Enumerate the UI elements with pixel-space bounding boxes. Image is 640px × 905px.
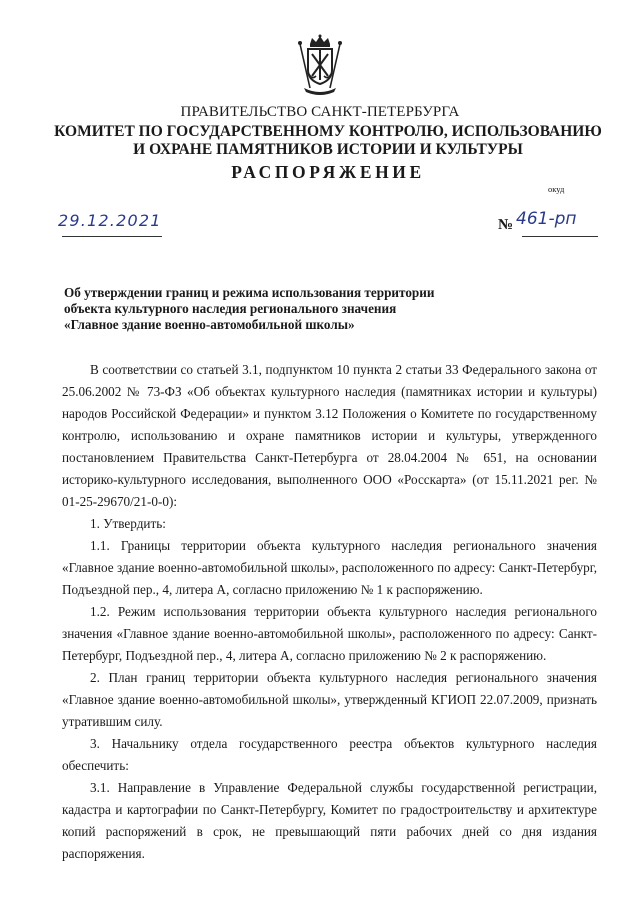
committee-name-line1: КОМИТЕТ ПО ГОСУДАРСТВЕННОМУ КОНТРОЛЮ, ИСПОЛЬЗОВАНИЮ (54, 123, 602, 140)
order-subject (64, 285, 464, 333)
government-name: ПРАВИТЕЛЬСТВО САНКТ-ПЕТЕРБУРГА (180, 104, 460, 120)
okud-label: окуд (548, 184, 565, 194)
subject-line: «Главное здание военно-автомобильной школы» (64, 317, 355, 332)
document-type-title: РАСПОРЯЖЕНИЕ (231, 162, 425, 182)
order-body (62, 359, 597, 865)
paragraph-item-1-2: 1.2. Режим использования территории объекта культурного наследия регионального значения «Главное здание военно-автомобильной школы», расположенного по адресу: Санкт-Петербург, Подъездной пер., 4, литера А, согласно приложению № 2 к распоряжению. (62, 604, 597, 663)
handwritten-date: 29.12.2021 (58, 211, 162, 230)
date-field (58, 211, 162, 237)
paragraph-item-3-1: 3.1. Направление в Управление Федеральной службы государственной регистрации, кадастра и картографии по Санкт-Петербургу, Комитет по градостроительству и архитектуре копий распоряжений в срок, не превышающий пяти рабочих дней со дня издания распоряжения. (62, 780, 597, 861)
subject-line: объекта культурного наследия регионального значения (64, 301, 397, 316)
paragraph-item-2: 2. План границ территории объекта культурного наследия регионального значения «Главное здание военно-автомобильной школы», утвержденный КГИОП 22.07.2009, признать утратившим силу. (62, 670, 597, 729)
paragraph-item-3: 3. Начальнику отдела государственного реестра объектов культурного наследия обеспечить: (62, 736, 597, 773)
paragraph-item-1: 1. Утвердить: (90, 516, 166, 531)
paragraph-item-1-1: 1.1. Границы территории объекта культурного наследия регионального значения «Главное здание военно-автомобильной школы», расположенного по адресу: Санкт-Петербург, Подъездной пер., 4, литера А, согласно приложению № 1 к распоряжению. (62, 538, 597, 597)
committee-name-line2: И ОХРАНЕ ПАМЯТНИКОВ ИСТОРИИ И КУЛЬТУРЫ (133, 141, 523, 158)
subject-line: Об утверждении границ и режима использования территории (64, 285, 435, 300)
paragraph-preamble: В соответствии со статьей 3.1, подпунктом 10 пункта 2 статьи 33 Федерального закона от 25.06.2002 № 73-ФЗ «Об объектах культурного наследия (памятниках истории и культуры) народов Российской Федерации» и пунктом 3.12 Положения о Комитете по государственному контролю, использованию и охране памятников истории и культуры, утвержденного постановлением Правительства Санкт-Петербурга от 28.04.2004 № 651, на основании историко-культурного исследования, выполненного ООО «Росскарта» (от 15.11.2021 рег. № 01-25-29670/21-0-0): (62, 362, 597, 509)
saint-petersburg-coat-of-arms-icon (296, 34, 344, 96)
number-field (516, 209, 598, 237)
handwritten-number: 461-рп (516, 209, 577, 229)
number-label: № (498, 217, 514, 233)
